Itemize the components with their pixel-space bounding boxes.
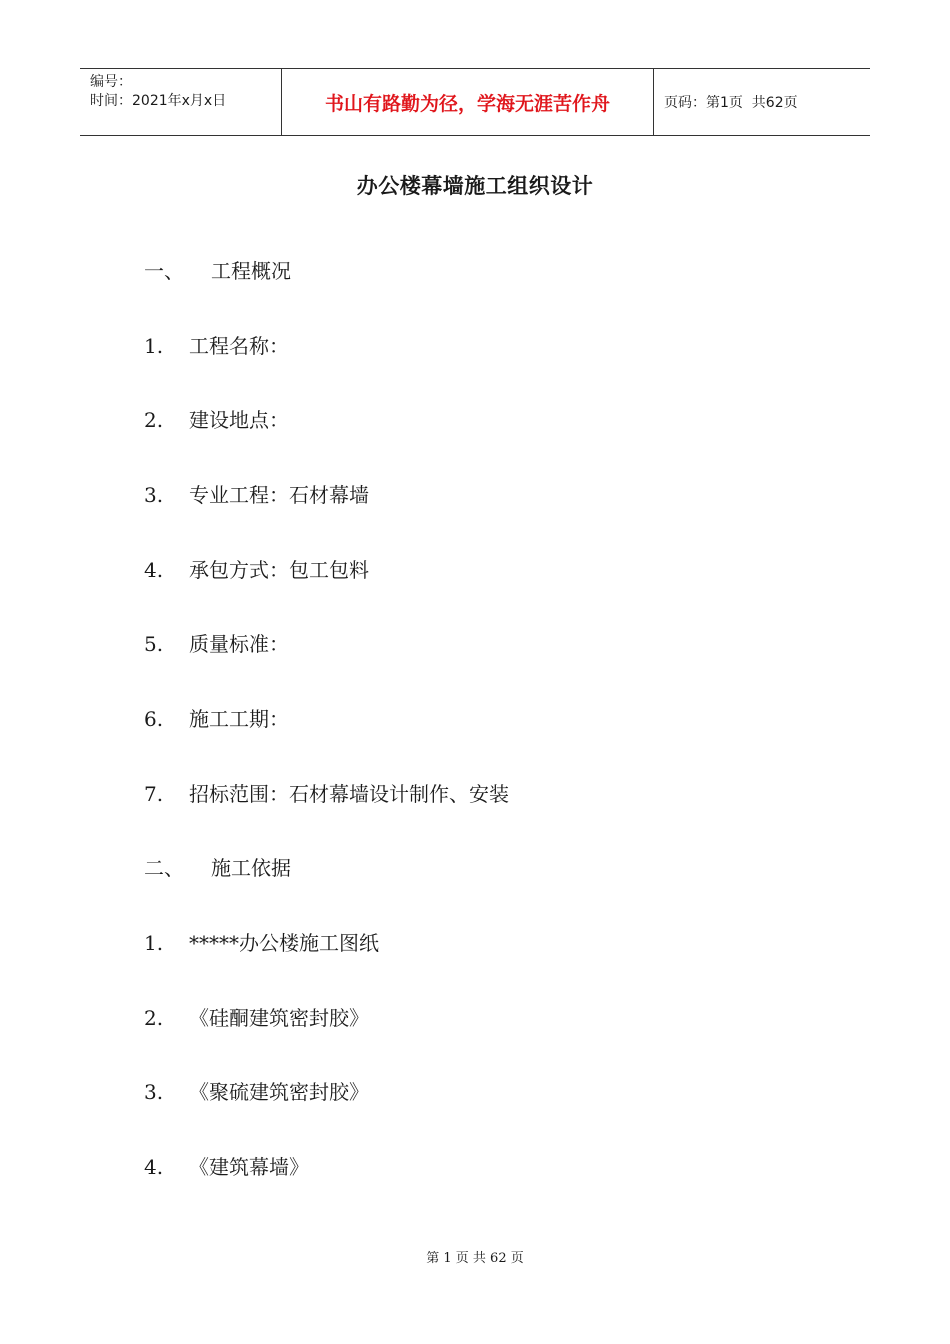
item-number: 3. — [144, 483, 164, 507]
item-text: 招标范围：石材幕墙设计制作、安装 — [189, 782, 509, 806]
list-item — [144, 406, 289, 434]
header-page-cell — [654, 69, 870, 135]
item-text: *****办公楼施工图纸 — [189, 931, 379, 955]
section-heading — [144, 854, 291, 882]
header-number-label: 编号： — [90, 74, 132, 90]
section-number: 二、 — [144, 856, 184, 880]
item-number: 2. — [144, 1006, 164, 1030]
item-number: 4. — [144, 1155, 164, 1179]
item-number: 1. — [144, 931, 164, 955]
page-footer: 第 1 页 共 62 页 — [426, 1251, 524, 1266]
list-item — [144, 780, 509, 808]
item-number: 7. — [144, 782, 164, 806]
document-title: 办公楼幕墙施工组织设计 — [356, 174, 594, 198]
page-header — [80, 68, 870, 136]
item-number: 2. — [144, 408, 164, 432]
item-number: 1. — [144, 334, 164, 358]
section-title: 施工依据 — [211, 856, 291, 880]
list-item — [144, 929, 379, 957]
list-item — [144, 556, 369, 584]
section-title: 工程概况 — [211, 259, 291, 283]
item-number: 6. — [144, 707, 164, 731]
header-motto: 书山有路勤为径，学海无涯苦作舟 — [324, 92, 610, 115]
item-text: 质量标准： — [189, 632, 289, 656]
list-item — [144, 1078, 369, 1106]
item-text: 建设地点： — [189, 408, 289, 432]
list-item — [144, 332, 289, 360]
header-meta-cell — [80, 69, 282, 135]
item-text: 施工工期： — [189, 707, 289, 731]
item-text: 《硅酮建筑密封胶》 — [189, 1006, 369, 1030]
item-text: 承包方式：包工包料 — [189, 558, 369, 582]
item-number: 5. — [144, 632, 164, 656]
list-item — [144, 630, 289, 658]
section-number: 一、 — [144, 259, 184, 283]
header-page-info: 页码：第1页 共62页 — [664, 95, 798, 111]
list-item — [144, 1004, 369, 1032]
list-item — [144, 481, 369, 509]
list-item — [144, 1153, 309, 1181]
item-text: 专业工程：石材幕墙 — [189, 483, 369, 507]
section-heading — [144, 257, 291, 285]
list-item — [144, 705, 289, 733]
item-text: 《聚硫建筑密封胶》 — [189, 1080, 369, 1104]
item-text: 工程名称： — [189, 334, 289, 358]
header-motto-cell — [282, 69, 654, 135]
item-number: 3. — [144, 1080, 164, 1104]
item-number: 4. — [144, 558, 164, 582]
item-text: 《建筑幕墙》 — [189, 1155, 309, 1179]
header-time-label: 时间：2021年x月x日 — [90, 93, 227, 109]
